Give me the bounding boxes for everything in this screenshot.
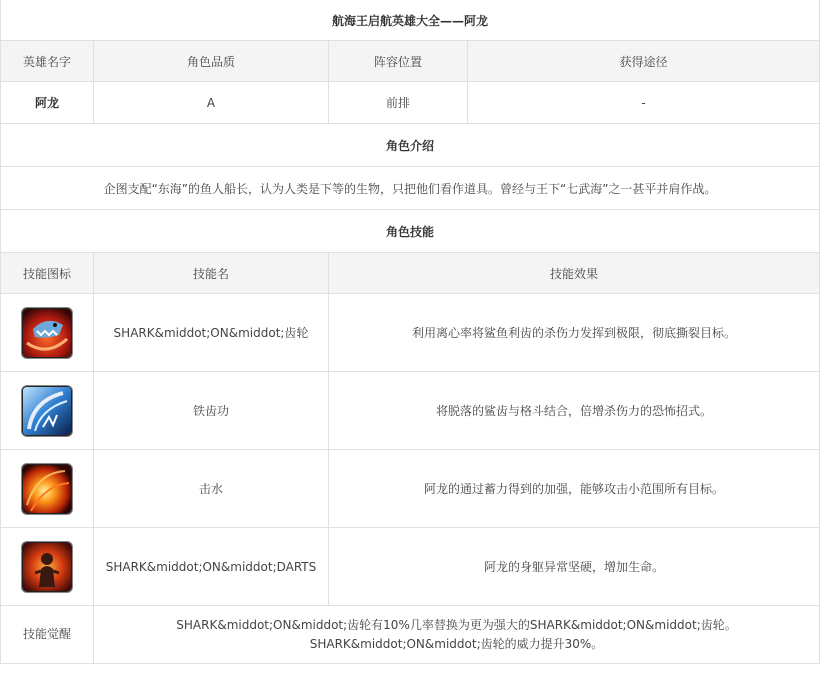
skill-name: SHARK&middot;ON&middot;齿轮 xyxy=(94,294,329,372)
hero-source: - xyxy=(468,82,820,124)
header-source: 获得途径 xyxy=(468,41,820,82)
header-quality: 角色品质 xyxy=(94,41,329,82)
skill-name: 铁齿功 xyxy=(94,372,329,450)
intro-heading: 角色介绍 xyxy=(1,124,820,167)
awakening-label: 技能觉醒 xyxy=(1,606,94,664)
awakening-line-2: SHARK&middot;ON&middot;齿轮的威力提升30%。 xyxy=(309,636,604,651)
header-skill-effect: 技能效果 xyxy=(329,253,820,294)
shark-darts-icon xyxy=(23,543,71,591)
skill-row xyxy=(1,450,820,528)
skill-effect: 利用离心率将鲨鱼利齿的杀伤力发挥到极限，彻底撕裂目标。 xyxy=(329,294,820,372)
shark-gear-icon xyxy=(23,309,71,357)
hero-quality: A xyxy=(94,82,329,124)
hero-name: 阿龙 xyxy=(1,82,94,124)
awakening-text xyxy=(94,606,820,664)
skill-name: 击水 xyxy=(94,450,329,528)
skill-effect: 将脱落的鲨齿与格斗结合，倍增杀伤力的恐怖招式。 xyxy=(329,372,820,450)
header-position: 阵容位置 xyxy=(329,41,468,82)
iron-tooth-icon xyxy=(23,387,71,435)
water-strike-icon xyxy=(23,465,71,513)
skill-effect: 阿龙的身躯异常坚硬，增加生命。 xyxy=(329,528,820,606)
skill-row xyxy=(1,372,820,450)
header-hero-name: 英雄名字 xyxy=(1,41,94,82)
header-skill-icon: 技能图标 xyxy=(1,253,94,294)
header-skill-name: 技能名 xyxy=(94,253,329,294)
skills-heading: 角色技能 xyxy=(1,210,820,253)
intro-text: 企图支配“东海”的鱼人船长，认为人类是下等的生物，只把他们看作道具。曾经与王下“七武海”之一甚平并肩作战。 xyxy=(1,167,820,210)
awakening-line-1: SHARK&middot;ON&middot;齿轮有10%几率替换为更为强大的SHARK&middot;ON&middot;齿轮。 xyxy=(176,617,737,632)
page-title: 航海王启航英雄大全——阿龙 xyxy=(1,0,820,41)
skill-name: SHARK&middot;ON&middot;DARTS xyxy=(94,528,329,606)
skill-effect: 阿龙的通过蓄力得到的加强，能够攻击小范围所有目标。 xyxy=(329,450,820,528)
skill-row xyxy=(1,528,820,606)
skill-row xyxy=(1,294,820,372)
hero-position: 前排 xyxy=(329,82,468,124)
